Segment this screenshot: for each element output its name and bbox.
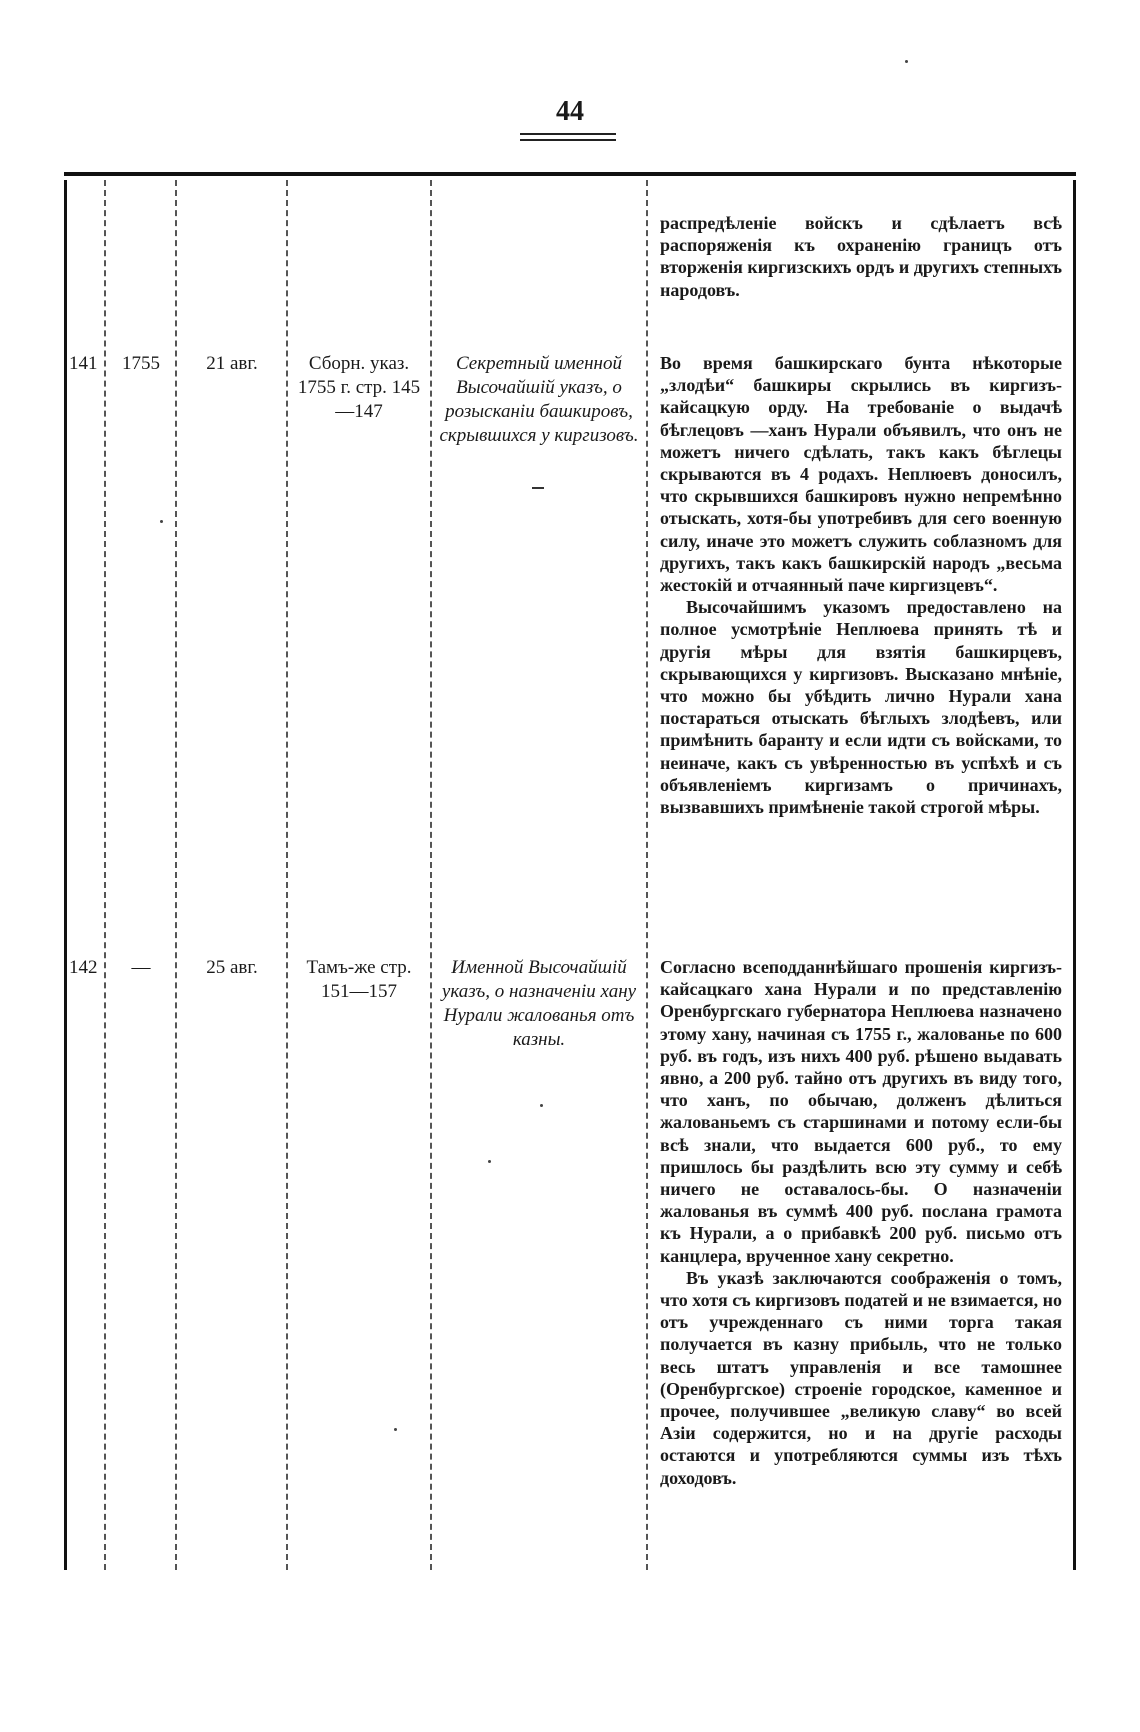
print-speck <box>160 520 163 523</box>
page-number: 44 <box>556 96 584 127</box>
stray-dash <box>532 487 544 489</box>
continuation-text <box>660 212 1062 301</box>
entry-title: Именной Высочайшій указъ, о назначеніи хану Нурали жалованья отъ казны. <box>441 957 637 1050</box>
entry-title: Секретный именной Высочайшій указъ, о розысканіи башкировъ, скрывшихся у киргизовъ. <box>439 353 639 446</box>
paragraph: Согласно всеподданнѣйшаго прошенія киргизъ-кайсацкаго хана Нурали и по представленію Оренбургскаго губернатора Неплюева назначено этому хану, начиная съ 1755 г., жалованье по 600 руб. въ годъ, изъ нихъ 400 руб. рѣшено выдавать явно, а 200 руб. тайно отъ другихъ въ виду того, что ханъ, по обычаю, долженъ дѣлиться жалованьемъ съ старшинами и потому если-бы всѣ знали, что выдается 600 руб., то ему пришлось бы раздѣлить всю эту сумму и себѣ ничего не оставалось-бы. О назначеніи жалованья въ суммѣ 400 руб. послана грамота къ Нурали, а о прибавкѣ 200 руб. письмо отъ канцлера, врученное хану секретно. <box>660 957 1062 1266</box>
column-rule <box>64 180 67 1570</box>
page-number-underline <box>520 139 616 141</box>
column-rule <box>430 180 432 1570</box>
entry-date: 21 авг. <box>206 353 258 374</box>
entry-text <box>660 956 1062 1489</box>
table-top-rule <box>64 172 1076 176</box>
column-rule <box>286 180 288 1570</box>
paragraph: Во время башкирскаго бунта нѣкоторые „злодѣи“ башкиры скрылись въ киргизъ-кайсацкую орду. На требованіе о выдачѣ бѣглецовъ —ханъ Нурали объявилъ, что онъ не можетъ ничего сдѣлать, такъ какъ бѣглецы скрываются въ 4 родахъ. Неплюевъ доносилъ, что скрывшихся башкировъ нужно непремѣнно отыскать, хотя-бы употребивъ для сего военную силу, иначе это можетъ служить соблазномъ для другихъ, такъ какъ башкирскій народъ „весьма жестокій и отчаянный паче киргизцевъ“. <box>660 353 1062 596</box>
entry-year: 1755 <box>122 353 160 374</box>
print-speck <box>488 1160 491 1163</box>
entry-year: — <box>131 957 151 978</box>
column-rule <box>1073 180 1076 1570</box>
page-number-underline <box>520 133 616 135</box>
column-rule <box>104 180 106 1570</box>
paragraph: Въ указѣ заключаются соображенія о томъ, что хотя съ киргизовъ податей и не взимается, но отъ учрежденнаго съ ними торга такая получается въ казну прибыль, что не только весь штатъ управленія и все тамошнее (Оренбургское) строеніе городское, каменное и прочее, получившее „великую славу“ во всей Азіи содержится, но и на другіе расходы остаются и употребляются суммы изъ тѣхъ доходовъ. <box>660 1267 1062 1488</box>
column-rule <box>175 180 177 1570</box>
entry-number: 141 <box>69 353 98 374</box>
entry-source: Сборн. указ. 1755 г. стр. 145—147 <box>297 353 421 422</box>
column-rule <box>646 180 648 1570</box>
print-speck <box>394 1428 397 1431</box>
entry-date: 25 авг. <box>206 957 258 978</box>
print-speck <box>905 60 908 63</box>
entry-text <box>660 352 1062 818</box>
entry-number: 142 <box>69 957 98 978</box>
paragraph: распредѣленіе войскъ и сдѣлаетъ всѣ распоряженія къ охраненію границъ отъ вторженія киргизскихъ ордъ и другихъ степныхъ народовъ. <box>660 213 1062 300</box>
entry-source: Тамъ-же стр. 151—157 <box>306 957 412 1002</box>
print-speck <box>540 1104 543 1107</box>
paragraph: Высочайшимъ указомъ предоставлено на полное усмотрѣніе Неплюева принять тѣ и другія мѣры для взятія башкирцевъ, скрывающихся у киргизовъ. Высказано мнѣніе, что можно бы убѣдить лично Нурали хана постараться отыскать бѣглыхъ злодѣевъ, или примѣнить баранту и если идти съ войсками, то неиначе, какъ съ увѣренностью въ успѣхѣ и съ объявленіемъ киргизамъ о причинахъ, вызвавшихъ примѣненіе такой строгой мѣры. <box>660 597 1062 818</box>
